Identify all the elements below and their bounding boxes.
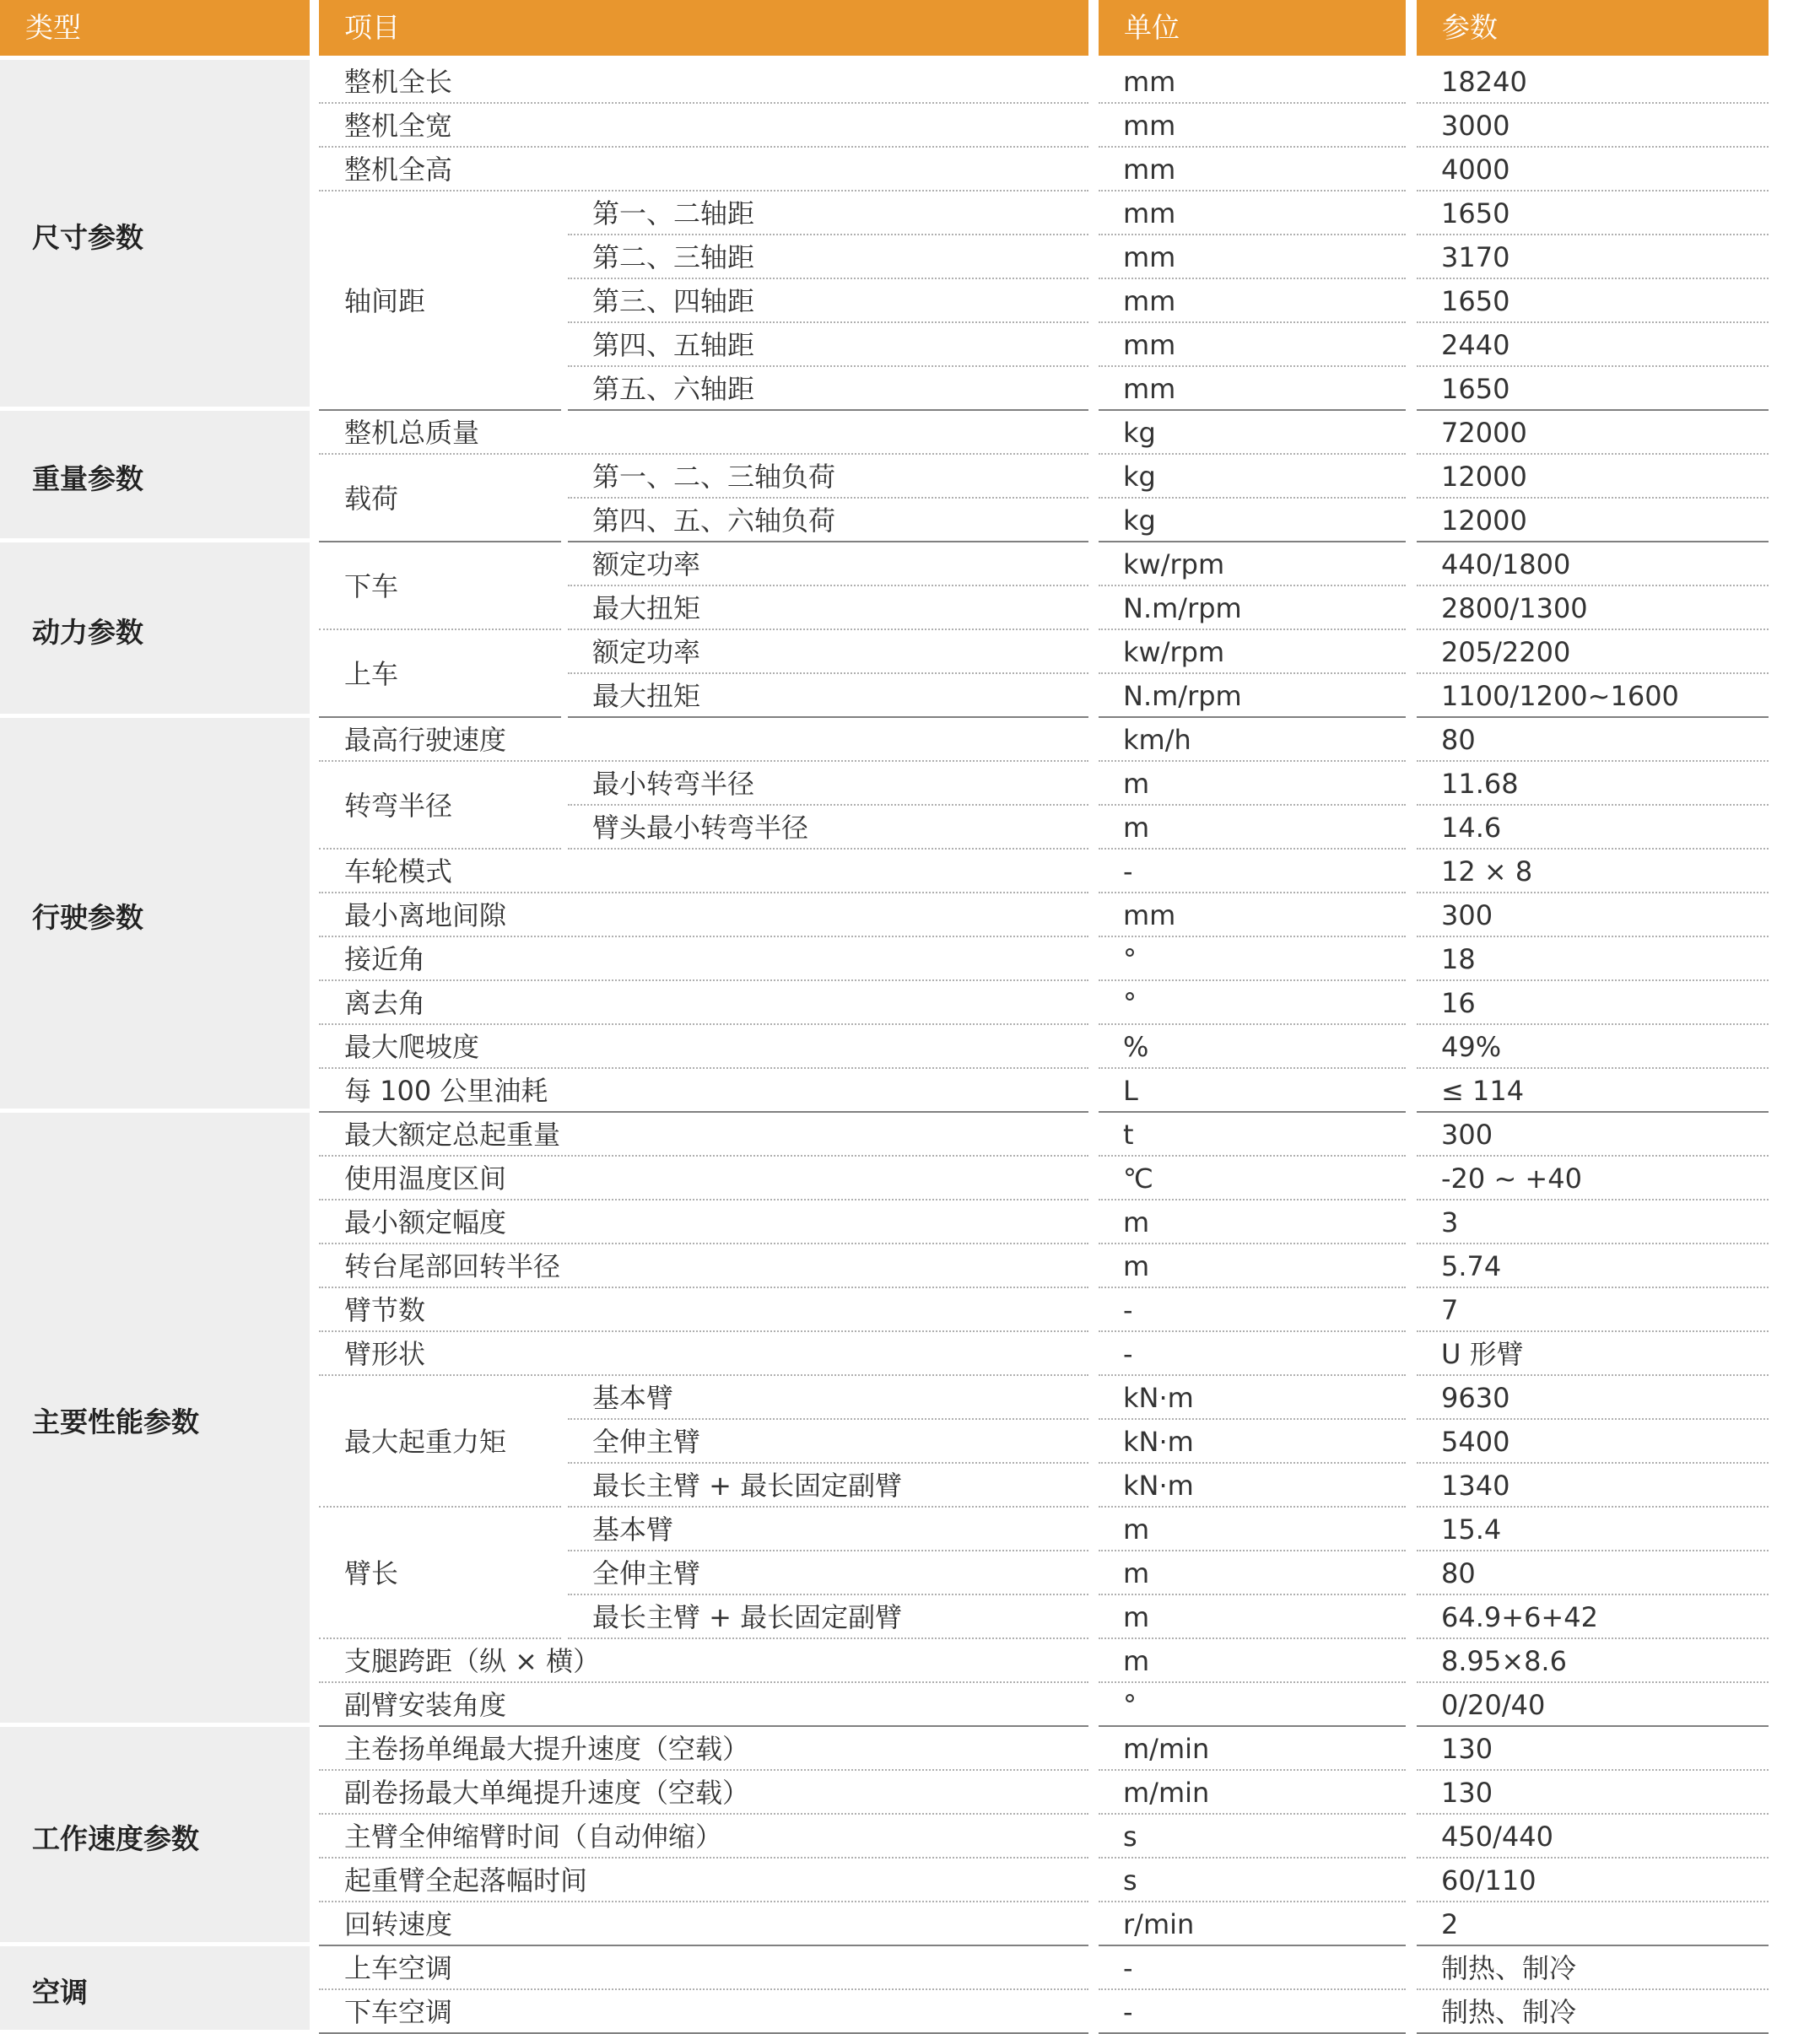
category-label: 空调 bbox=[32, 1976, 88, 2009]
item-label: 支腿跨距（纵 × 横） bbox=[344, 1645, 601, 1677]
param-value: 64.9+6+42 bbox=[1441, 1601, 1598, 1633]
unit-value: m bbox=[1123, 1206, 1150, 1238]
param-value: 440/1800 bbox=[1441, 548, 1571, 580]
sub-item-label: 全伸主臂 bbox=[592, 1557, 701, 1589]
item-label: 回转速度 bbox=[344, 1908, 453, 1940]
header-type: 类型 bbox=[0, 0, 310, 56]
item-label: 上车 bbox=[344, 658, 399, 690]
header-unit: 单位 bbox=[1099, 0, 1406, 56]
unit-value: kg bbox=[1123, 417, 1156, 449]
item-label: 转台尾部回转半径 bbox=[344, 1250, 561, 1282]
group-divider bbox=[319, 629, 561, 630]
row-divider bbox=[1099, 1813, 1406, 1815]
unit-value: kN·m bbox=[1123, 1470, 1194, 1502]
category-label: 动力参数 bbox=[32, 616, 143, 649]
item-label: 下车空调 bbox=[344, 1996, 453, 2028]
category-label: 行驶参数 bbox=[32, 901, 143, 934]
item-label: 最大爬坡度 bbox=[344, 1031, 480, 1063]
param-value: 49% bbox=[1441, 1031, 1502, 1063]
unit-value: ℃ bbox=[1123, 1163, 1153, 1195]
unit-value: - bbox=[1123, 1996, 1133, 2028]
param-value: 9630 bbox=[1441, 1382, 1510, 1414]
unit-value: m/min bbox=[1123, 1733, 1210, 1765]
row-divider bbox=[568, 848, 1088, 850]
unit-value: mm bbox=[1123, 197, 1176, 229]
sub-item-label: 基本臂 bbox=[592, 1513, 674, 1546]
param-value: 1650 bbox=[1441, 285, 1510, 317]
unit-value: kg bbox=[1123, 504, 1156, 537]
sub-item-label: 全伸主臂 bbox=[592, 1426, 701, 1458]
row-divider bbox=[1417, 1901, 1769, 1902]
unit-value: kw/rpm bbox=[1123, 636, 1225, 668]
row-divider bbox=[568, 1637, 1088, 1639]
row-divider bbox=[1099, 979, 1406, 981]
param-value: 12000 bbox=[1441, 504, 1527, 537]
unit-value: m bbox=[1123, 1557, 1150, 1589]
category-label: 工作速度参数 bbox=[32, 1822, 199, 1855]
row-divider bbox=[1099, 1330, 1406, 1332]
unit-value: % bbox=[1123, 1031, 1149, 1063]
item-label: 整机全宽 bbox=[344, 110, 453, 142]
row-divider bbox=[1099, 848, 1406, 850]
unit-value: kN·m bbox=[1123, 1426, 1194, 1458]
row-divider bbox=[319, 1287, 1088, 1288]
unit-value: ° bbox=[1123, 1689, 1137, 1721]
param-value: 5400 bbox=[1441, 1426, 1510, 1458]
row-divider bbox=[1099, 1857, 1406, 1859]
unit-value: - bbox=[1123, 855, 1133, 888]
unit-value: t bbox=[1123, 1119, 1134, 1151]
param-value: 130 bbox=[1441, 1777, 1493, 1809]
row-divider bbox=[1417, 1287, 1769, 1288]
row-divider bbox=[319, 936, 1088, 937]
unit-value: - bbox=[1123, 1338, 1133, 1370]
sub-item-label: 第二、三轴距 bbox=[592, 241, 755, 273]
unit-value: - bbox=[1123, 1294, 1133, 1326]
param-value: 300 bbox=[1441, 1119, 1493, 1151]
param-value: 18 bbox=[1441, 943, 1476, 975]
item-label: 使用温度区间 bbox=[344, 1163, 507, 1195]
param-value: 1650 bbox=[1441, 197, 1510, 229]
item-label: 臂长 bbox=[344, 1557, 399, 1589]
unit-value: s bbox=[1123, 1864, 1137, 1896]
unit-value: m bbox=[1123, 1250, 1150, 1282]
unit-value: mm bbox=[1123, 110, 1176, 142]
unit-value: ° bbox=[1123, 987, 1137, 1019]
param-value: 2800/1300 bbox=[1441, 592, 1588, 624]
unit-value: - bbox=[1123, 1952, 1133, 1984]
param-value: 130 bbox=[1441, 1733, 1493, 1765]
row-divider bbox=[1099, 1287, 1406, 1288]
unit-value: kg bbox=[1123, 461, 1156, 493]
unit-value: ° bbox=[1123, 943, 1137, 975]
item-label: 每 100 公里油耗 bbox=[344, 1075, 548, 1107]
item-label: 转弯半径 bbox=[344, 790, 453, 822]
param-value: 1650 bbox=[1441, 373, 1510, 405]
unit-value: r/min bbox=[1123, 1908, 1195, 1940]
unit-value: m bbox=[1123, 1645, 1150, 1677]
row-divider bbox=[1099, 1988, 1406, 1990]
unit-value: mm bbox=[1123, 329, 1176, 361]
unit-value: mm bbox=[1123, 373, 1176, 405]
unit-value: kw/rpm bbox=[1123, 548, 1225, 580]
item-label: 副臂安装角度 bbox=[344, 1689, 507, 1721]
unit-value: s bbox=[1123, 1821, 1137, 1853]
param-value: 300 bbox=[1441, 899, 1493, 931]
sub-item-label: 第四、五、六轴负荷 bbox=[592, 504, 836, 537]
unit-value: N.m/rpm bbox=[1123, 592, 1242, 624]
param-value: 3000 bbox=[1441, 110, 1510, 142]
param-value: 205/2200 bbox=[1441, 636, 1571, 668]
item-label: 主臂全伸缩臂时间（自动伸缩） bbox=[344, 1821, 723, 1853]
group-divider bbox=[319, 541, 561, 542]
param-value: 1340 bbox=[1441, 1470, 1510, 1502]
param-value: 0/20/40 bbox=[1441, 1689, 1546, 1721]
row-divider bbox=[568, 716, 1088, 718]
unit-value: km/h bbox=[1123, 724, 1191, 756]
sub-item-label: 最大扭矩 bbox=[592, 592, 701, 624]
param-value: 15.4 bbox=[1441, 1513, 1502, 1546]
row-divider bbox=[568, 409, 1088, 411]
item-label: 最大额定总起重量 bbox=[344, 1119, 561, 1151]
param-value: 72000 bbox=[1441, 417, 1527, 449]
unit-value: mm bbox=[1123, 899, 1176, 931]
category-label: 主要性能参数 bbox=[32, 1405, 199, 1438]
param-value: 8.95×8.6 bbox=[1441, 1645, 1567, 1677]
param-value: 60/110 bbox=[1441, 1864, 1536, 1896]
param-value: -20 ~ +40 bbox=[1441, 1163, 1582, 1195]
unit-value: m bbox=[1123, 1513, 1150, 1546]
param-value: 450/440 bbox=[1441, 1821, 1553, 1853]
item-label: 下车 bbox=[344, 570, 399, 602]
param-value: 1100/1200~1600 bbox=[1441, 680, 1679, 712]
sub-item-label: 额定功率 bbox=[592, 636, 701, 668]
sub-item-label: 最小转弯半径 bbox=[592, 768, 755, 800]
row-divider bbox=[1099, 1111, 1406, 1113]
unit-value: mm bbox=[1123, 285, 1176, 317]
item-label: 最大起重力矩 bbox=[344, 1426, 507, 1458]
sub-item-label: 第五、六轴距 bbox=[592, 373, 755, 405]
param-value: 80 bbox=[1441, 1557, 1476, 1589]
sub-item-label: 第三、四轴距 bbox=[592, 285, 755, 317]
param-value: 3170 bbox=[1441, 241, 1510, 273]
item-label: 副卷扬最大单绳提升速度（空载） bbox=[344, 1777, 750, 1809]
item-label: 轴间距 bbox=[344, 285, 426, 317]
sub-item-label: 第四、五轴距 bbox=[592, 329, 755, 361]
item-label: 整机全高 bbox=[344, 154, 453, 186]
param-value: 3 bbox=[1441, 1206, 1459, 1238]
param-value: U 形臂 bbox=[1441, 1338, 1524, 1370]
sub-item-label: 最长主臂 + 最长固定副臂 bbox=[592, 1470, 903, 1502]
param-value: 18240 bbox=[1441, 66, 1527, 98]
sub-item-label: 臂头最小转弯半径 bbox=[592, 812, 809, 844]
item-label: 上车空调 bbox=[344, 1952, 453, 1984]
unit-value: mm bbox=[1123, 66, 1176, 98]
category-label: 重量参数 bbox=[32, 462, 143, 495]
item-label: 主卷扬单绳最大提升速度（空载） bbox=[344, 1733, 750, 1765]
item-label: 载荷 bbox=[344, 483, 399, 515]
unit-value: N.m/rpm bbox=[1123, 680, 1242, 712]
row-divider bbox=[319, 1374, 1088, 1376]
category-label: 尺寸参数 bbox=[32, 221, 143, 254]
row-divider bbox=[1099, 1681, 1406, 1683]
row-divider bbox=[1099, 936, 1406, 937]
item-label: 最小额定幅度 bbox=[344, 1206, 507, 1238]
unit-value: mm bbox=[1123, 154, 1176, 186]
item-label: 整机全长 bbox=[344, 66, 453, 98]
item-label: 离去角 bbox=[344, 987, 426, 1019]
item-label: 车轮模式 bbox=[344, 855, 453, 888]
item-label: 最高行驶速度 bbox=[344, 724, 507, 756]
item-label: 整机总质量 bbox=[344, 417, 480, 449]
unit-value: mm bbox=[1123, 241, 1176, 273]
unit-value: m bbox=[1123, 1601, 1150, 1633]
sub-item-label: 基本臂 bbox=[592, 1382, 674, 1414]
item-label: 臂节数 bbox=[344, 1294, 426, 1326]
row-divider bbox=[1099, 1067, 1406, 1069]
param-value: 12 × 8 bbox=[1441, 855, 1533, 888]
param-value: 2 bbox=[1441, 1908, 1459, 1940]
header-param: 参数 bbox=[1417, 0, 1769, 56]
row-divider bbox=[319, 979, 1088, 981]
sub-item-label: 最大扭矩 bbox=[592, 680, 701, 712]
param-value: 5.74 bbox=[1441, 1250, 1502, 1282]
param-value: 11.68 bbox=[1441, 768, 1519, 800]
param-value: 14.6 bbox=[1441, 812, 1502, 844]
param-value: ≤ 114 bbox=[1441, 1075, 1525, 1107]
param-value: 制热、制冷 bbox=[1441, 1952, 1577, 1984]
sub-item-label: 第一、二轴距 bbox=[592, 197, 755, 229]
unit-value: m bbox=[1123, 812, 1150, 844]
unit-value: L bbox=[1123, 1075, 1138, 1107]
unit-value: m/min bbox=[1123, 1777, 1210, 1809]
header-item: 项目 bbox=[319, 0, 1088, 56]
row-divider bbox=[319, 1330, 1088, 1332]
item-label: 臂形状 bbox=[344, 1338, 426, 1370]
sub-item-label: 第一、二、三轴负荷 bbox=[592, 461, 836, 493]
param-value: 16 bbox=[1441, 987, 1476, 1019]
sub-item-label: 最长主臂 + 最长固定副臂 bbox=[592, 1601, 903, 1633]
item-label: 接近角 bbox=[344, 943, 426, 975]
param-value: 80 bbox=[1441, 724, 1476, 756]
item-label: 最小离地间隙 bbox=[344, 899, 507, 931]
param-value: 2440 bbox=[1441, 329, 1510, 361]
unit-value: m bbox=[1123, 768, 1150, 800]
item-label: 起重臂全起落幅时间 bbox=[344, 1864, 588, 1896]
unit-value: kN·m bbox=[1123, 1382, 1194, 1414]
param-value: 制热、制冷 bbox=[1441, 1996, 1577, 2028]
sub-item-label: 额定功率 bbox=[592, 548, 701, 580]
group-divider bbox=[319, 1506, 561, 1508]
row-divider bbox=[1417, 1199, 1769, 1200]
row-divider bbox=[1099, 1945, 1406, 1946]
param-value: 7 bbox=[1441, 1294, 1459, 1326]
param-value: 4000 bbox=[1441, 154, 1510, 186]
param-value: 12000 bbox=[1441, 461, 1527, 493]
